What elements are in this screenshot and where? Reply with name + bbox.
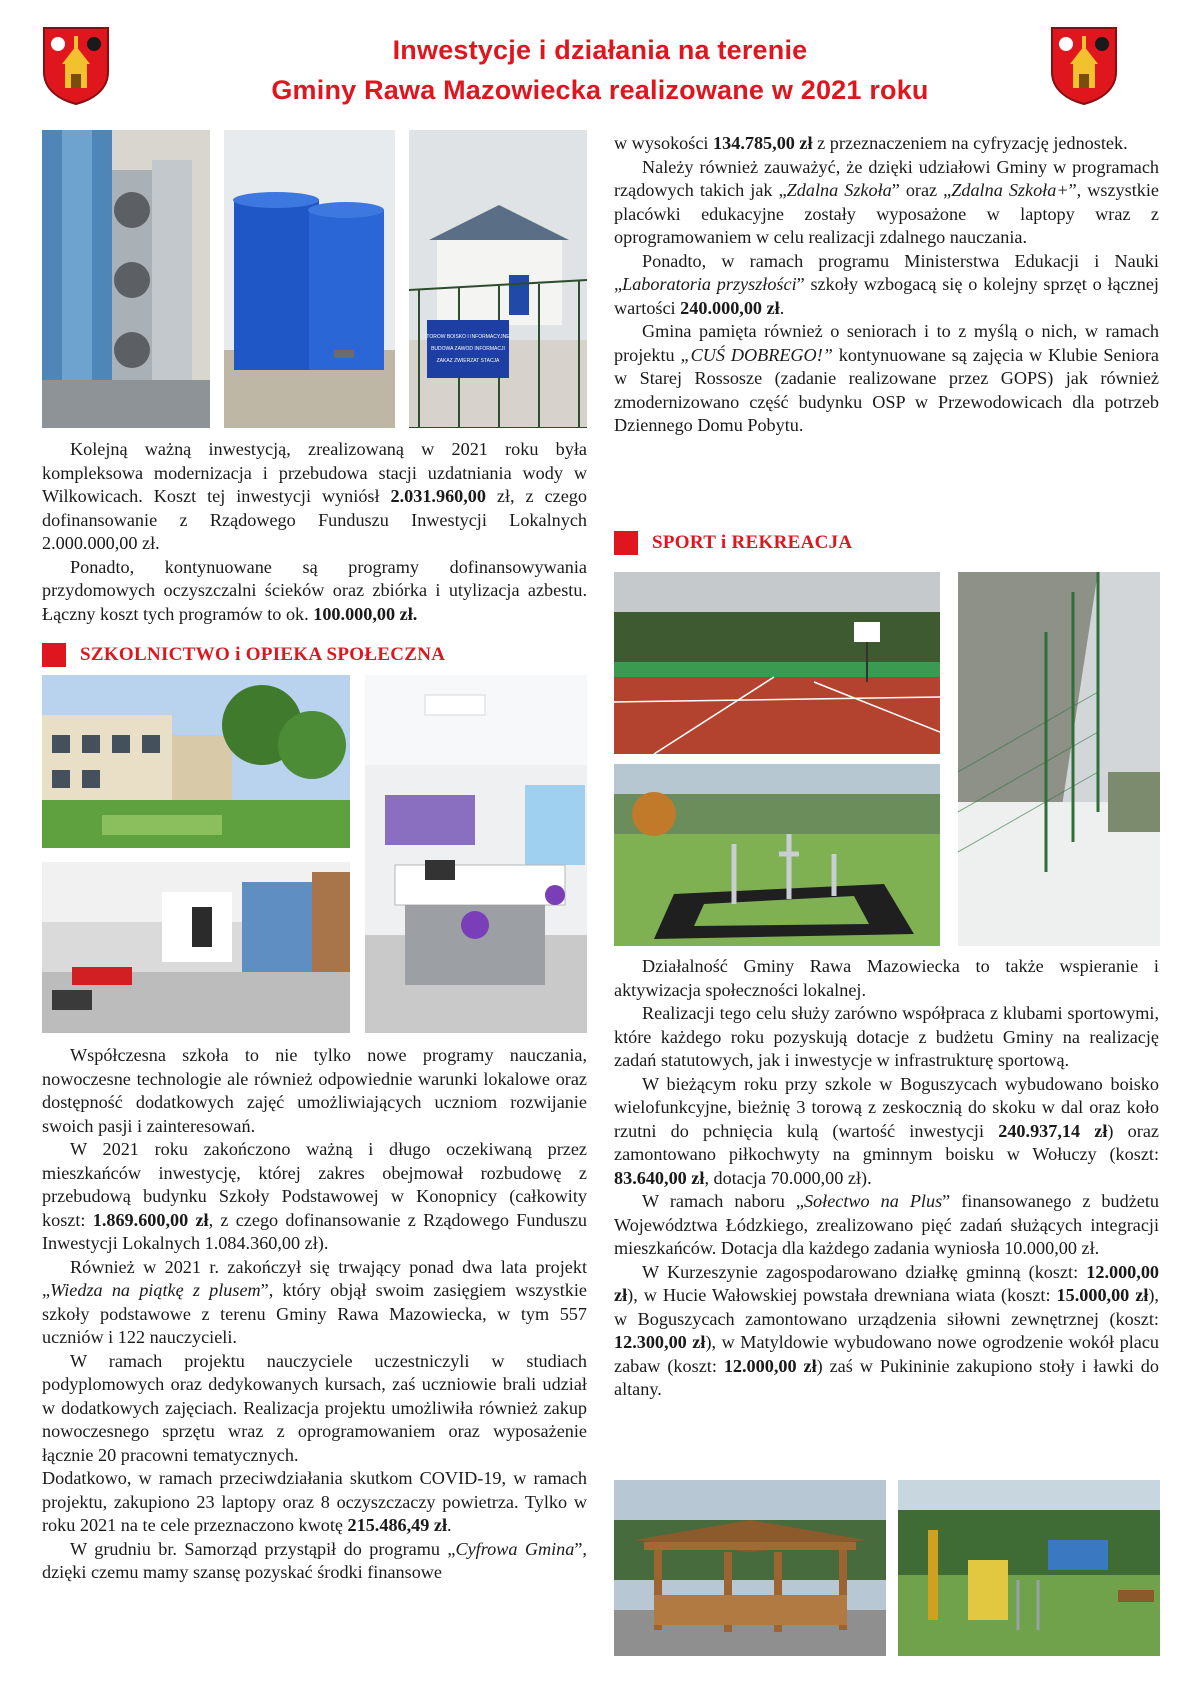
text-span: ), w Hucie Wałowskiej powstała drewniana wiata (koszt: [627,1285,1057,1305]
photo-water-pipes [42,130,210,428]
text-span: W ramach naboru „ [642,1191,804,1211]
amount-bold: 15.000,00 zł [1056,1285,1149,1305]
paragraph-boguszyce-field [614,1073,1159,1191]
program-name-italic: Zdalna Szkoła+ [951,180,1069,200]
paragraph-modern-school: Współczesna szkoła to nie tylko nowe programy nauczania, nowoczesne technologie ale również odpowiednie warunki lokalowe oraz dostępność dodatkowych zajęć umożliwiających uczniom rozwijanie swoich pasji i zainteresowań. [42,1045,587,1136]
photo-outdoor-gym [614,764,940,946]
amount-bold: 134.785,00 zł [713,133,813,153]
photo-school-corridor [42,862,350,1033]
amount-bold: 215.486,49 zł [347,1515,448,1535]
paragraph-laboratories [614,250,1159,321]
page-title-line2: Gminy Rawa Mazowiecka realizowane w 2021 roku [271,75,929,105]
section-heading-sport [614,530,852,556]
text-span: Gmina pamięta również o seniorach i to z myślą o nich, w ramach projektu [614,321,1159,365]
text-span: z przeznaczeniem na cyfryzację jednostek. [812,133,1128,153]
paragraph-konopnica [42,1138,587,1256]
amount-bold: 12.000,00 zł [723,1355,817,1376]
photo-school-building [42,675,350,848]
program-name-italic: Laboratoria przyszłości [622,274,797,294]
photo-wooden-shelter [614,1480,886,1656]
text-span: ” szkoły wzbogacą się o kolejny sprzęt o łącznej wartości [614,274,1159,318]
page-title-line1: Inwestycje i działania na terenie [392,35,808,65]
text-span: W Kurzeszynie zagospodarowano działkę gminną (koszt: [642,1261,1087,1282]
sign-text-3: ZAKAZ ZWIERZAT STACJA [436,358,500,364]
text-span: ) oraz zamontowano piłkochwyty na gminnym boisku w Wołuczy (koszt: [614,1120,1159,1164]
text-span: ”, który objął swoim zasięgiem wszystkie szkoły podstawowe z terenu Gminy Rawa Mazowiecka, w tym 557 uczniów i 122 nauczycieli. [42,1280,587,1347]
coat-of-arms-icon [1048,24,1120,106]
text-span: ) zaś w Pukininie zakupiono stoły i ławki do altany. [614,1355,1159,1399]
program-name-italic: Sołectwo na Plus [803,1191,943,1211]
text-span: W grudniu br. Samorząd przystąpił do programu „ [70,1538,456,1559]
amount-bold: 12.300,00 zł [614,1332,706,1352]
paragraph-remote-school [614,156,1159,250]
amount-bold: 83.640,00 zł [614,1167,705,1188]
program-name-italic: Zdalna Szkoła [786,180,892,200]
text-span: Ponadto, w ramach programu Ministerstwa Edukacji i Nauki „ [614,250,1159,294]
text-span: ” finansowanego z budżetu Województwa Łódzkiego, zrealizowano pięć zadań służących integracji mieszkańców. Dotacja dla każdego zadania wyniosła 10.000,00 zł. [614,1191,1159,1258]
right-text-block-2 [614,955,1159,1402]
paragraph-covid [42,1467,587,1538]
text-span: . [447,1515,452,1535]
text-span: Ponadto, kontynuowane są programy dofinansowywania przydomowych oczyszczalni ścieków oraz zbiórka i utylizacja azbestu. Łączny koszt tych programów to ok. [42,556,587,624]
text-span: kontynuowane są zajęcia w Klubie Seniora w Starej Rossosze (zadanie realizowane przez GOPS) jak również zmodernizowano część budynku OSP w Przewodowicach dla potrzeb Dziennego Domu Pobytu. [614,344,1159,435]
photo-computer-lab [365,675,587,1033]
text-span: Należy również zauważyć, że dzięki udziałowi Gminy w programach rządowych takich jak „ [614,156,1159,200]
section-heading-sport-label: SPORT i REKREACJA [652,532,853,553]
paragraph-community: Działalność Gminy Rawa Mazowiecka to także wspieranie i aktywizacja społeczności lokalnej. [614,956,1159,1000]
text-span: ” oraz „ [891,180,952,200]
sign-text-1: TOROW BOISKO I INFORMACYJNE [426,334,510,340]
photo-playground [898,1480,1160,1656]
section-marker-icon [42,643,66,667]
program-name-italic: Cyfrowa Gmina [455,1538,575,1559]
project-name-italic: „CUŚ DOBREGO!” [680,344,833,365]
coat-of-arms-icon [40,24,112,106]
photo-station-building [409,130,587,428]
text-span: . [779,297,785,318]
text-span: , dotacja 70.000,00 zł). [704,1167,872,1188]
text-span: Dodatkowo, w ramach przeciwdziałania skutkom COVID-19, w ramach projektu, zakupiono 23 laptopy oraz 8 oczyszczaczy powietrza. Tylko w roku 2021 na te cele przeznaczono kwotę [42,1468,587,1535]
text-span: W bieżącym roku przy szkole w Boguszycach wybudowano boisko wielofunkcyjne, bieżnię 3 torową z zeskocznią do skoku w dal oraz koło rzutni do pchnięcia kulą (wartość inwestycji [614,1073,1159,1141]
paragraph-sports-clubs: Realizacji tego celu służy zarówno współpraca z klubami sportowymi, które każdego roku pozyskują dotacje z budżetu Gminy na realizację zadań statutowych, jak i inwestycje w infrastrukturę sportową. [614,1003,1159,1070]
photo-ball-catcher-fence [958,572,1160,946]
text-span: Kolejną ważną inwestycją, zrealizowaną w 2021 roku była kompleksowa modernizacja i przebudowa stacji uzdatniania wody w Wilkowicach. Koszt tej inwestycji wyniósł [42,439,587,506]
paragraph-solectwo [614,1190,1159,1261]
paragraph-seniors [614,320,1159,438]
right-text-block-1 [614,132,1159,438]
photo-blue-tanks [224,130,395,428]
page-title [160,30,1040,110]
paragraph-cyfrowa-gmina [42,1538,587,1585]
photo-sports-court [614,572,940,754]
text-span: ”, wszystkie placówki edukacyjne zostały wyposażone w laptopy wraz z oprogramowaniem w celu realizacji zdalnego nauczania. [614,180,1159,247]
amount-bold: 100.000,00 zł. [313,603,418,624]
amount-bold: 240.000,00 zł [680,297,780,318]
section-marker-icon [614,531,638,555]
amount-bold: 12.000,00 zł [614,1261,1159,1305]
project-name-italic: Wiedza na piątkę z plusem [50,1280,261,1300]
section-heading-school-label: SZKOLNICTWO i OPIEKA SPOŁECZNA [80,644,446,665]
text-span: ), w Matyldowie wybudowano nowe ogrodzenie wokół placu zabaw (koszt: [614,1332,1159,1376]
left-text-block-1 [42,438,587,626]
text-span: ), w Boguszycach zamontowano urządzenia siłowni zewnętrznej (koszt: [614,1285,1159,1329]
paragraph-wiedza-project [42,1256,587,1350]
text-span: w wysokości [614,133,714,153]
paragraph-teachers: W ramach projektu nauczyciele uczestniczyli w studiach podyplomowych oraz dedykowanych kursach, zaś uczniowie brali udział w dodatkowych zajęciach. Realizacja projektu umożliwiła również zakup nowoczesnego sprzętu wraz z oprogramowaniem oraz wyposażenie łącznie 20 pracowni tematycznych. [42,1350,587,1465]
text-span: ”, dzięki czemu mamy szansę pozyskać środki finansowe [42,1538,587,1582]
text-span: W 2021 roku zakończono ważną i długo oczekiwaną przez mieszkańców inwestycję, której zakres obejmował rozbudowę z przebudową budynku Szkoły Podstawowej w Konopnicy (całkowity koszt: [42,1139,587,1230]
paragraph-water-station [42,438,587,556]
text-span: zł, z czego dofinansowanie z Rządowego Funduszu Inwestycji Lokalnych 2.000.000,00 zł. [42,486,587,553]
text-span: Również w 2021 r. zakończył się trwający ponad dwa lata projekt „ [42,1256,587,1300]
paragraph-digitization [614,132,1159,156]
text-span: , z czego dofinansowanie z Rządowego Funduszu Inwestycji Lokalnych 1.084.360,00 zł). [42,1209,587,1253]
left-text-block-2 [42,1044,587,1585]
sign-text-2: BUDOWA ZAWOD INFORMACJI [431,346,505,352]
section-heading-school [42,642,445,668]
paragraph-villages [614,1261,1159,1402]
paragraph-sewage-programs [42,556,587,627]
amount-bold: 1.869.600,00 zł [92,1209,209,1230]
amount-bold: 2.031.960,00 [390,486,486,506]
amount-bold: 240.937,14 zł [998,1120,1108,1141]
